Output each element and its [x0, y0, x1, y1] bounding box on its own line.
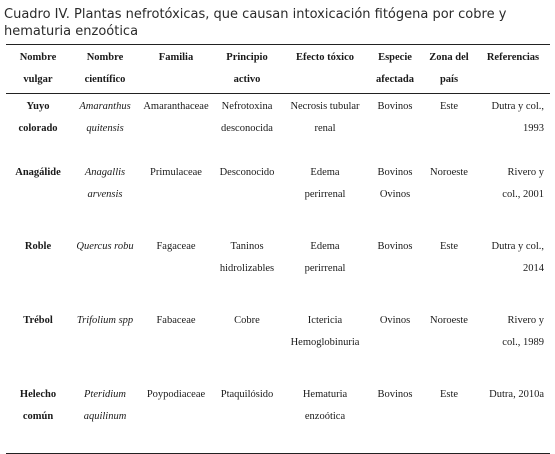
header-familia: Familia — [158, 52, 194, 63]
cell-scientific-name: Quercus robu — [76, 240, 134, 252]
cell-common-name: Yuyo colorado — [18, 101, 58, 134]
table-header-row — [6, 45, 550, 94]
table-row — [6, 234, 550, 308]
cell-toxic-effect: Edema perirrenal — [304, 240, 346, 274]
cell-species: Bovinos — [377, 388, 413, 400]
cell-family: Primulaceae — [150, 166, 202, 178]
table-row — [6, 308, 550, 382]
header-efecto-toxico: Efecto tóxico — [295, 52, 355, 63]
cell-family: Poypodiaceae — [146, 388, 206, 400]
cell-common-name: Anagálide — [15, 166, 61, 178]
cell-species: Bovinos — [377, 240, 413, 252]
header-referencias: Referencias — [486, 52, 540, 63]
cell-active-principle: Taninos hidrolizables — [219, 240, 275, 274]
cell-active-principle: Ptaquilósido — [220, 388, 274, 400]
cell-zone: Noroeste — [430, 314, 468, 326]
header-nombre-vulgar: Nombre vulgar — [19, 52, 57, 85]
table-row — [6, 160, 550, 234]
cell-family: Fabaceae — [156, 314, 196, 326]
cell-active-principle: Cobre — [234, 314, 260, 326]
cell-family: Amaranthaceae — [143, 101, 209, 112]
table-row — [6, 94, 550, 160]
cell-scientific-name: Pteridium aquilinum — [83, 388, 127, 422]
header-nombre-cientifico: Nombre científico — [84, 52, 126, 85]
cell-active-principle: Nefrotoxina desconocida — [221, 101, 273, 134]
cell-species: Ovinos — [379, 314, 411, 326]
cell-reference: Dutra, 2010a — [489, 388, 544, 400]
cell-common-name: Roble — [24, 240, 52, 252]
cell-toxic-effect: Ictericia Hemoglobinuria — [290, 314, 360, 348]
header-principio-activo: Principio activo — [226, 52, 268, 85]
cell-scientific-name: Amaranthus quitensis — [79, 101, 131, 134]
table-row — [6, 382, 550, 454]
cell-zone: Este — [439, 240, 459, 252]
cell-species: Bovinos Ovinos — [377, 166, 413, 200]
cell-reference: Rivero y col., 1989 — [502, 314, 544, 348]
cell-toxic-effect: Necrosis tubular renal — [290, 101, 360, 134]
table-caption: Cuadro IV. Plantas nefrotóxicas, que causan intoxicación fitógena por cobre y hematuria enzoótica — [4, 7, 507, 39]
header-especie-afectada: Especie afectada — [376, 52, 414, 85]
cell-toxic-effect: Hematuria enzoótica — [302, 388, 348, 422]
cell-reference: Dutra y col., 1993 — [491, 101, 544, 134]
cell-active-principle: Desconocido — [219, 166, 275, 178]
cell-reference: Dutra y col., 2014 — [491, 240, 544, 274]
header-zona-del-pais: Zona del país — [429, 52, 469, 85]
cell-scientific-name: Trifolium spp — [76, 314, 134, 326]
cell-zone: Noroeste — [430, 166, 468, 178]
cell-toxic-effect: Edema perirrenal — [304, 166, 346, 200]
cell-reference: Rivero y col., 2001 — [502, 166, 544, 200]
toxic-plants-table — [6, 44, 550, 454]
cell-common-name: Trébol — [23, 314, 53, 326]
cell-species: Bovinos — [377, 101, 413, 112]
cell-family: Fagaceae — [156, 240, 196, 252]
cell-zone: Este — [439, 388, 459, 400]
cell-zone: Este — [439, 101, 459, 112]
cell-scientific-name: Anagallis arvensis — [84, 166, 126, 200]
cell-common-name: Helecho común — [19, 388, 57, 422]
